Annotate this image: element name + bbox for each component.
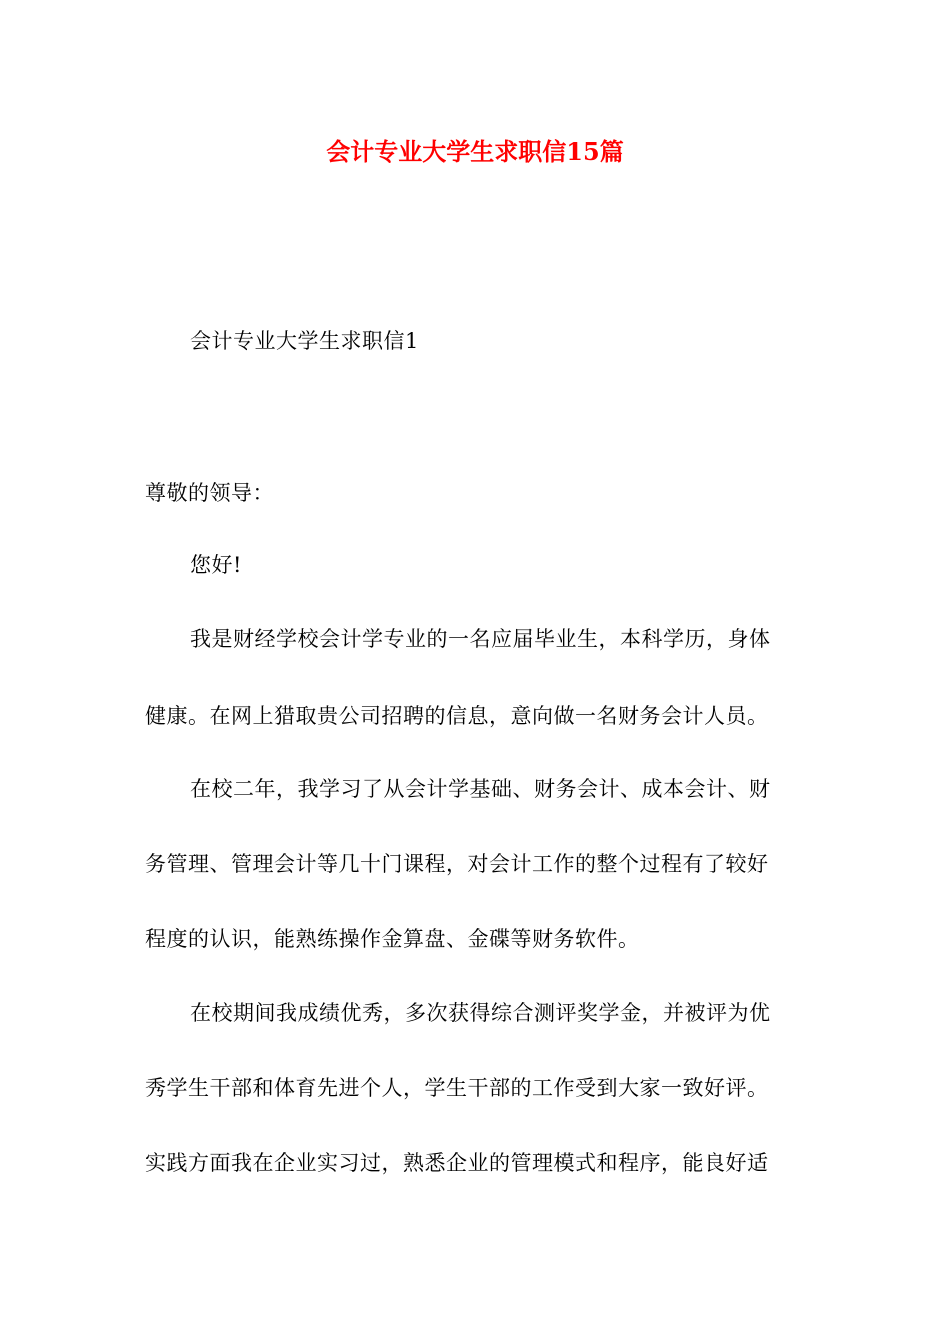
- body-line: 务管理、管理会计等几十门课程，对会计工作的整个过程有了较好: [145, 852, 769, 876]
- body-line: 程度的认识，能熟练操作金算盘、金碟等财务软件。: [145, 927, 640, 951]
- section-heading: 会计专业大学生求职信1: [190, 329, 419, 353]
- body-line: 健康。在网上猎取贵公司招聘的信息，意向做一名财务会计人员。: [145, 704, 769, 728]
- body-line: 在校期间我成绩优秀，多次获得综合测评奖学金，并被评为优: [190, 1001, 771, 1025]
- greeting: 您好!: [190, 553, 242, 577]
- salutation: 尊敬的领导：: [145, 481, 274, 505]
- body-line: 实践方面我在企业实习过，熟悉企业的管理模式和程序，能良好适: [145, 1151, 769, 1175]
- body-line: 秀学生干部和体育先进个人，学生干部的工作受到大家一致好评。: [145, 1076, 769, 1100]
- document-title: 会计专业大学生求职信15篇: [326, 137, 624, 166]
- body-line: 我是财经学校会计学专业的一名应届毕业生，本科学历，身体: [190, 627, 771, 651]
- body-line: 在校二年，我学习了从会计学基础、财务会计、成本会计、财: [190, 777, 771, 801]
